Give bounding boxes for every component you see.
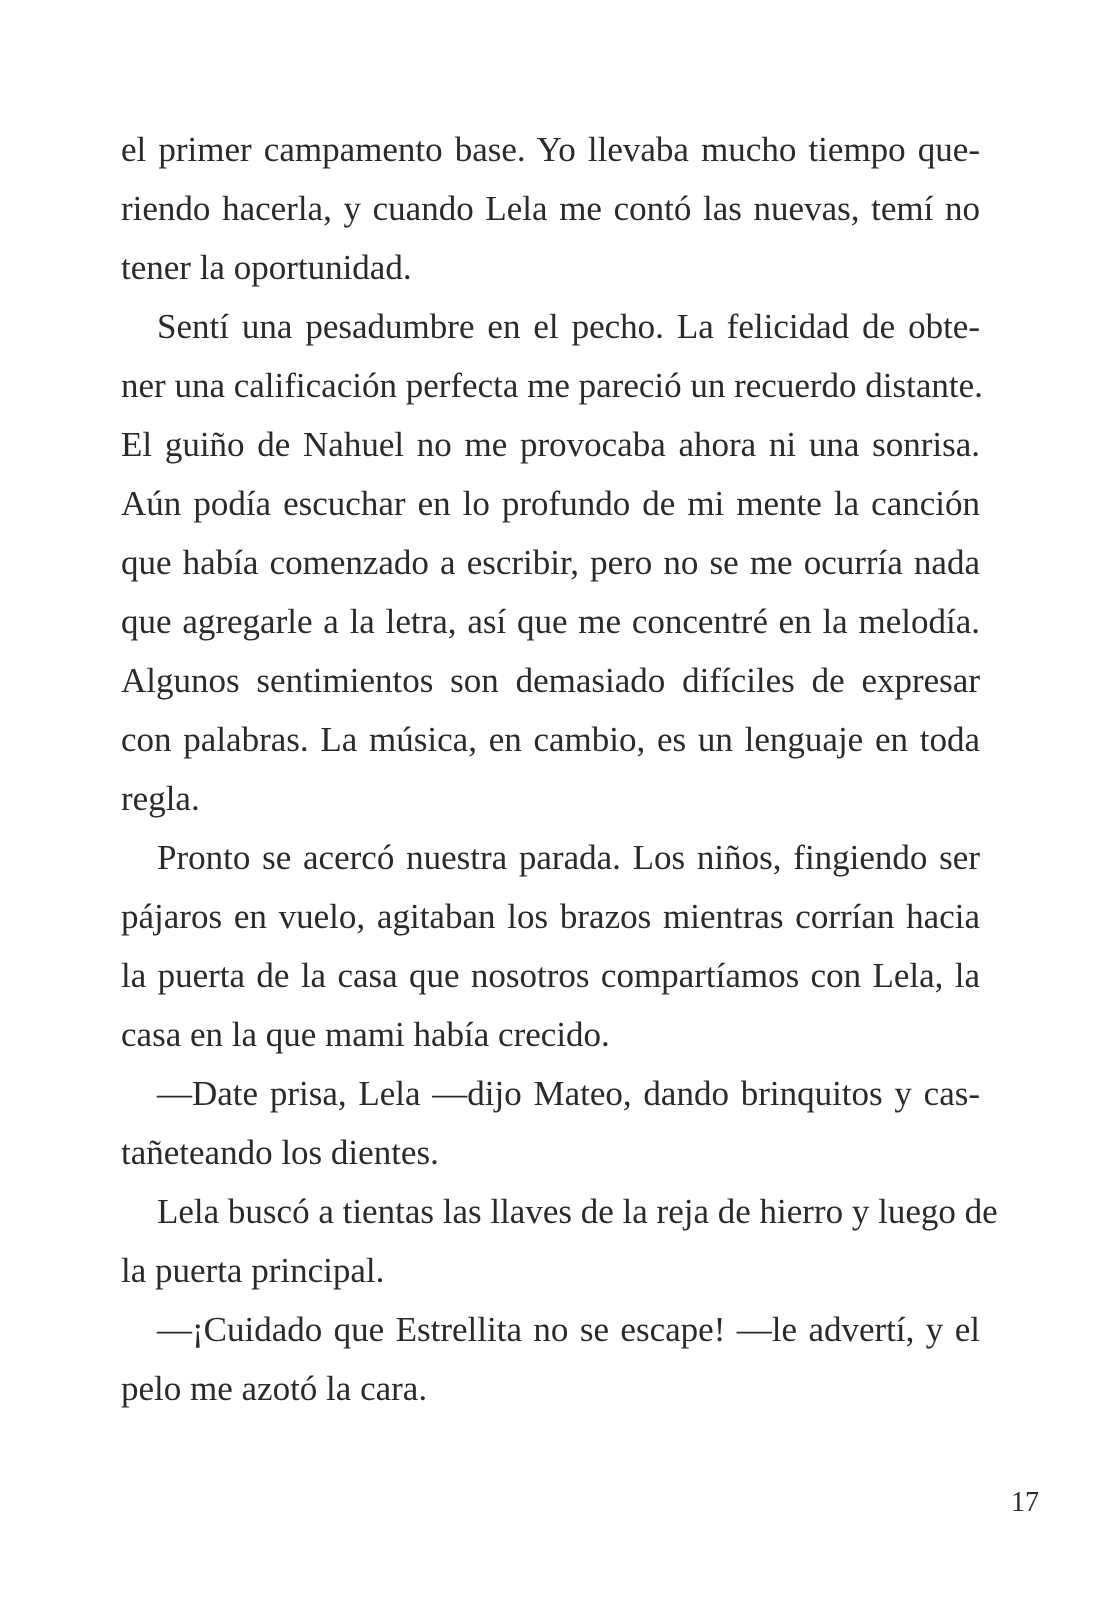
text-line: la puerta principal. xyxy=(121,1251,385,1290)
text-line: pájaros en vuelo, agitaban los brazos mientras corrían hacia xyxy=(121,897,980,936)
text-line: el primer campamento base. Yo llevaba mucho tiempo que- xyxy=(121,130,980,169)
text-line: tener la oportunidad. xyxy=(121,248,412,287)
text-line: Algunos sentimientos son demasiado difíciles de expresar xyxy=(121,661,980,700)
text-line: Lela buscó a tientas las llaves de la reja de hierro y luego de xyxy=(157,1192,998,1231)
text-line: que agregarle a la letra, así que me concentré en la melodía. xyxy=(121,602,980,641)
text-line: regla. xyxy=(121,779,200,818)
text-line: —Date prisa, Lela —dijo Mateo, dando brinquitos y cas- xyxy=(157,1074,980,1113)
text-line: con palabras. La música, en cambio, es un lenguaje en toda xyxy=(121,720,980,759)
text-line: Pronto se acercó nuestra parada. Los niños, fingiendo ser xyxy=(157,838,980,877)
text-line: —¡Cuidado que Estrellita no se escape! —le advertí, y el xyxy=(157,1310,980,1349)
text-line: ner una calificación perfecta me pareció un recuerdo distante. xyxy=(121,366,983,405)
text-line: que había comenzado a escribir, pero no se me ocurría nada xyxy=(121,543,980,582)
text-line: Aún podía escuchar en lo profundo de mi mente la canción xyxy=(121,484,980,523)
text-line: tañeteando los dientes. xyxy=(121,1133,439,1172)
page-number: 17 xyxy=(1011,1487,1039,1518)
text-line: pelo me azotó la cara. xyxy=(121,1369,428,1408)
text-line: casa en la que mami había crecido. xyxy=(121,1015,610,1054)
text-line: El guiño de Nahuel no me provocaba ahora ni una sonrisa. xyxy=(121,425,980,464)
text-line: la puerta de la casa que nosotros compartíamos con Lela, la xyxy=(121,956,980,995)
text-line: riendo hacerla, y cuando Lela me contó las nuevas, temí no xyxy=(121,189,980,228)
text-line: Sentí una pesadumbre en el pecho. La felicidad de obte- xyxy=(157,307,980,346)
